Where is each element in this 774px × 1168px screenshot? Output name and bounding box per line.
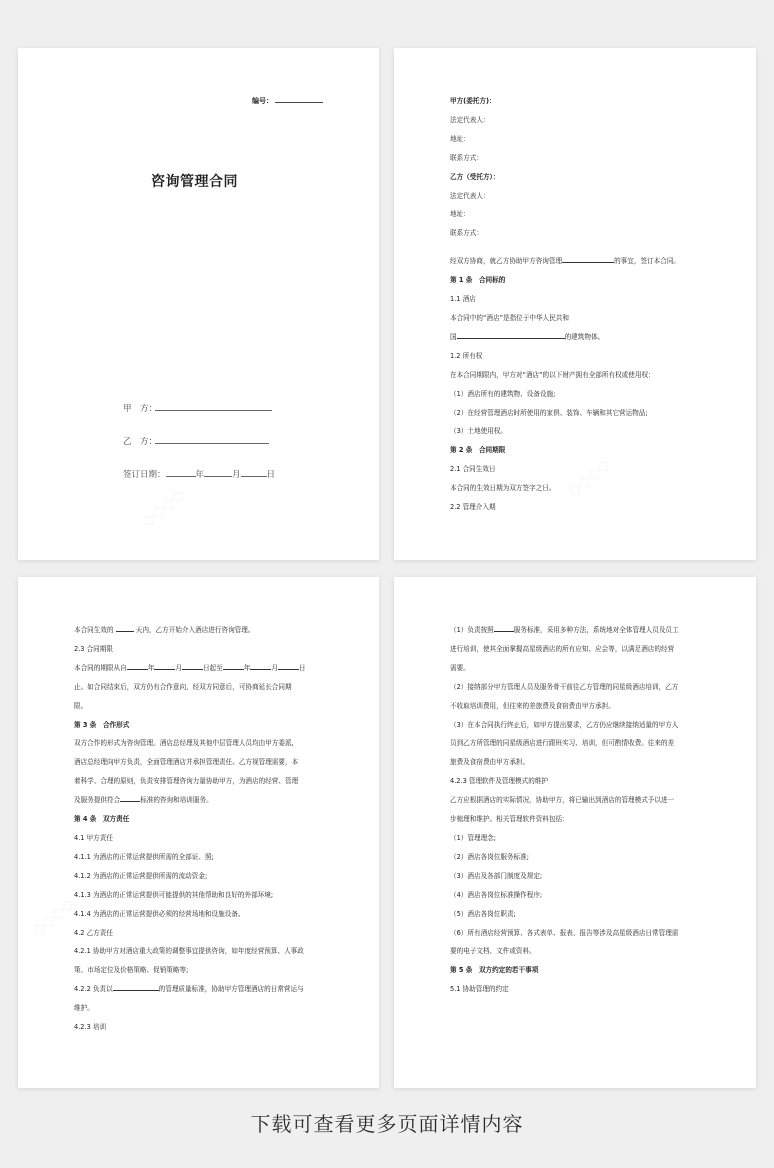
text-line: 员到乙方所管理的同星级酒店进行跟班实习、培训，但可酌情收费。往来的差 — [450, 739, 675, 748]
party-a-title: 甲方(委托方)： — [450, 97, 496, 105]
text-line: 及服务提供符合 标准的咨询和培训服务。 — [74, 796, 213, 805]
article-5-heading: 第 5 条 双方约定的若干事项 — [450, 966, 539, 975]
day-label: 日 — [266, 470, 276, 480]
section-5-1: 5.1 协助管理的约定 — [450, 985, 509, 994]
month-label: 月 — [232, 470, 241, 480]
contact-b: 联系方式： — [450, 229, 483, 238]
party-b-label: 乙 方： — [123, 437, 158, 447]
sign-date-label: 签订日期： — [123, 470, 166, 480]
list-item: （6）所有酒店经营预算、各式表单、报表、报告等涉及高星级酒店日常管理需 — [450, 928, 679, 937]
text-line: 止。如合同结束后，双方仍有合作意向，经双方同意后，可协商延长合同期 — [74, 682, 292, 691]
text-line: （3）在本合同执行终止后，如甲方提出要求，乙方仍应继续接纳适量的甲方人 — [450, 720, 679, 729]
legal-rep-b: 法定代表人： — [450, 191, 490, 200]
section-2-1: 2.1 合同生效日 — [450, 465, 496, 474]
article-3-heading: 第 3 条 合作形式 — [74, 720, 130, 729]
text-line: 4.1.4 为酒店的正常运营提供必须的经营场地和设施设备。 — [74, 909, 245, 918]
section-2-3: 2.3 合同期限 — [74, 644, 113, 653]
text-line: 维护。 — [74, 1004, 94, 1013]
section-1-2: 1.2 所有权 — [450, 351, 483, 360]
text-line: 要的电子文档、文件或资料。 — [450, 947, 536, 956]
list-item: （2）酒店各岗位服务标准; — [450, 852, 529, 861]
list-item: （3）酒店及各部门制度及规定; — [450, 871, 543, 880]
section-4-2: 4.2 乙方责任 — [74, 928, 113, 937]
list-item: （5）酒店各岗位职责; — [450, 909, 516, 918]
text-line: 4.2.1 协助甲方对酒店重大政策的调整事宜提供咨询，如年度经营预算、人事政 — [74, 947, 304, 956]
party-a-blank — [155, 401, 272, 411]
contract-number-label: 编号： — [252, 97, 273, 105]
article-2-heading: 第 2 条 合同期限 — [450, 446, 506, 455]
text-line: 4.1.2 为酒店的正常运营提供所需的流动资金; — [74, 871, 208, 880]
page-2 — [394, 48, 756, 560]
text-line: 进行培训，使其全面掌握高星级酒店的所有应知、应会等，以满足酒店的经营 — [450, 644, 675, 653]
day-blank — [241, 467, 267, 477]
text-line: （1）负责按照 服务标准，采用多种方法，系统地对全体管理人员及员工 — [450, 626, 679, 634]
intro-paragraph: 经双方协商，就乙方协助甲方咨询管理 的事宜，签订本合同。 — [450, 257, 681, 266]
party-a-line — [123, 401, 272, 414]
list-item: （4）酒店各岗位标准操作程序; — [450, 890, 543, 899]
section-2-1-text: 本合同的生效日期为双方签字之日。 — [450, 484, 556, 493]
text-line: 本合同生效的 天内，乙方开始介入酒店进行咨询管理。 — [74, 626, 255, 634]
page-3-body — [74, 621, 339, 1037]
watermark — [28, 893, 78, 939]
contract-number-blank — [275, 93, 323, 103]
text-line: 本合同的期限从自 年 月 日起至 年 月 日 — [74, 663, 306, 672]
list-item: （1）管理理念; — [450, 833, 496, 842]
contract-title: 咨询管理合同 — [151, 174, 238, 190]
section-2-2: 2.2 管理介入期 — [450, 503, 496, 512]
section-1-2-text: 在本合同期限内，甲方对“酒店”的以下财产拥有全部所有权或使用权： — [450, 370, 655, 379]
section-4-2-3: 4.2.3 培训 — [74, 1023, 107, 1032]
text-line: 旅费及食宿费由甲方承担。 — [450, 758, 530, 767]
article-1-heading: 第 1 条 合同标的 — [450, 276, 506, 285]
section-1-1-text-2: 国 的建筑物体。 — [450, 332, 605, 341]
text-line: 乙方应根据酒店的实际情况，协助甲方，将已输出到酒店的管理模式予以进一 — [450, 796, 675, 805]
text-line: 4.1.1 为酒店的正常运营提供所需的全部证、照; — [74, 852, 214, 861]
section-heading: 4.2.3 管理软件及管理模式的维护 — [450, 777, 548, 786]
article-4-heading: 第 4 条 双方责任 — [74, 815, 130, 824]
text-line: 不收取培训费用，但往来的差旅费及食宿费由甲方承担。 — [450, 701, 615, 710]
text-line: 限。 — [74, 701, 88, 710]
section-1-1: 1.1 酒店 — [450, 295, 476, 304]
list-item: （3）土地使用权。 — [450, 427, 507, 436]
watermark — [138, 484, 188, 530]
page-3 — [18, 577, 379, 1088]
text-line: 双方合作的形式为咨询管理。酒店总经理及其他中层管理人员均由甲方委派, — [74, 739, 294, 748]
list-item: （1）酒店所有的建筑物、设备设施; — [450, 389, 556, 398]
cover-page — [18, 48, 379, 560]
page-2-body — [450, 92, 716, 517]
text-line: 需要。 — [450, 663, 470, 672]
page-4-body — [450, 621, 716, 999]
address-a: 地址： — [450, 134, 470, 143]
section-4-1: 4.1 甲方责任 — [74, 833, 113, 842]
text-line: 酒店总经理向甲方负责，全面管理酒店并承担管理责任。乙方视管理需要，本 — [74, 758, 299, 767]
party-b-blank — [155, 434, 269, 444]
text-line: 4.1.3 为酒店的正常运营提供可能提供的其他帮助和良好的外部环境; — [74, 890, 274, 899]
list-item: （2）在经营管理酒店时所使用的家俱、装饰、车辆和其它营运物品; — [450, 408, 648, 417]
page-4 — [394, 577, 756, 1088]
text-line: 步梳理和维护。相关管理软件资料包括： — [450, 815, 569, 824]
text-line: 着科学、合理的原则，负责安排管理咨询力量协助甲方，为酒店的经营、管理 — [74, 777, 299, 786]
text-line: 策、市场定位及价格策略、促销策略等; — [74, 966, 189, 975]
address-b: 地址： — [450, 210, 470, 219]
party-a-label: 甲 方： — [123, 404, 158, 414]
text-line: （2）接纳部分甲方管理人员及服务骨干前往乙方管理的同星级酒店培训，乙方 — [450, 682, 679, 691]
legal-rep-a: 法定代表人： — [450, 115, 490, 124]
contact-a: 联系方式： — [450, 153, 483, 162]
text-line: 4.2.2 负责以 的管理质量标准，协助甲方管理酒店的日常营运与 — [74, 985, 304, 994]
party-b-line — [123, 434, 269, 447]
contract-number — [252, 93, 323, 106]
year-label: 年 — [195, 470, 205, 480]
download-more-text[interactable]: 下载可查看更多页面详情内容 — [250, 1112, 524, 1136]
year-blank — [166, 467, 196, 477]
section-1-1-text: 本合同中的“酒店”是指位于中华人民共和 — [450, 313, 569, 322]
sign-date-line — [123, 467, 275, 480]
party-b-title: 乙方（受托方）： — [450, 172, 500, 181]
month-blank — [204, 467, 232, 477]
